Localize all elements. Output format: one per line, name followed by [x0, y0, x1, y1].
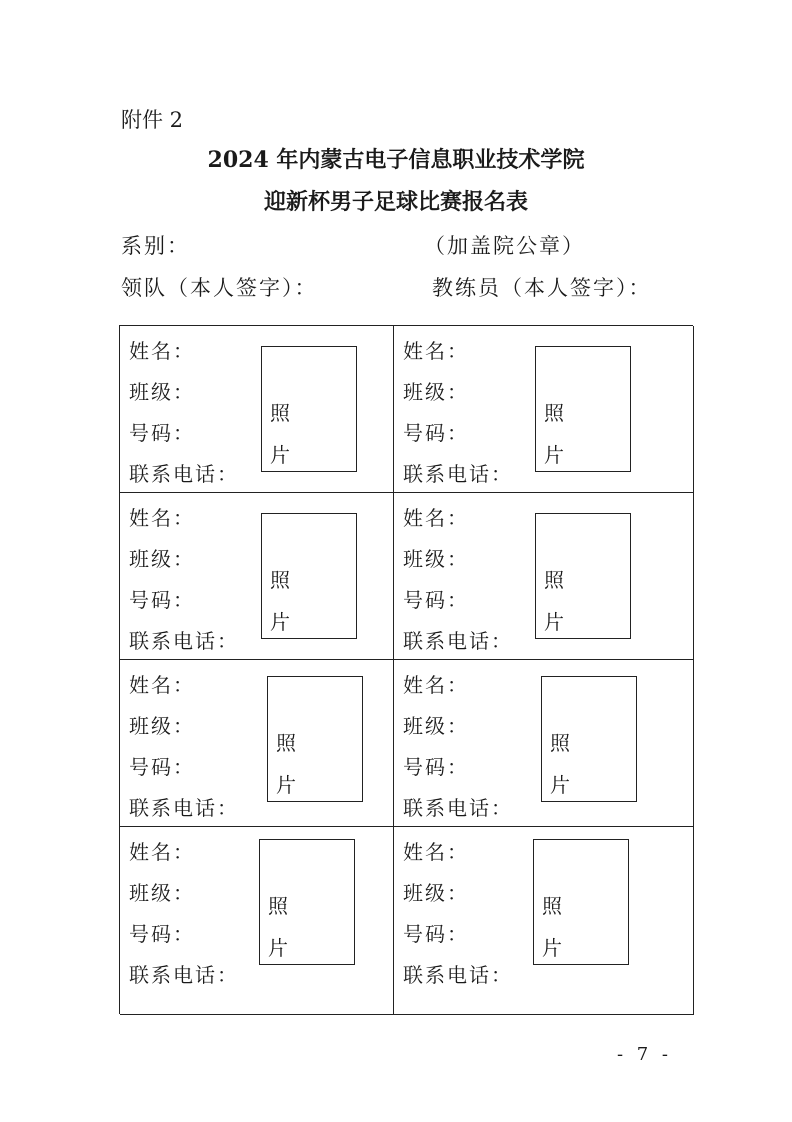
- photo-box: [267, 676, 363, 802]
- photo-box: [535, 346, 631, 472]
- player-phone-label: 联系电话：: [403, 629, 513, 653]
- player-entry: [120, 660, 394, 827]
- photo-label-char1: 照: [268, 894, 288, 918]
- player-class-label: 班级：: [129, 547, 195, 571]
- department-field: 系别：: [121, 234, 190, 258]
- page-number: - 7 -: [616, 1044, 672, 1065]
- form-title-line1: 2024 年内蒙古电子信息职业技术学院: [207, 147, 585, 173]
- player-entry: [120, 827, 394, 1015]
- player-phone-label: 联系电话：: [129, 629, 239, 653]
- player-entry: [120, 493, 394, 660]
- stamp-note: （加盖院公章）: [424, 234, 585, 258]
- player-class-label: 班级：: [129, 380, 195, 404]
- player-class-label: 班级：: [403, 547, 469, 571]
- photo-label-char2: 片: [542, 936, 562, 960]
- team-leader-signature-field: 领队（本人签字）：: [121, 276, 318, 300]
- photo-box: [259, 839, 355, 965]
- player-number-label: 号码：: [129, 421, 195, 445]
- player-entry: [120, 326, 394, 493]
- player-number-label: 号码：: [403, 588, 469, 612]
- player-name-label: 姓名：: [129, 840, 195, 864]
- attachment-label: 附件 2: [121, 108, 184, 132]
- photo-label-char1: 照: [544, 401, 564, 425]
- player-name-label: 姓名：: [129, 506, 195, 530]
- player-name-label: 姓名：: [403, 840, 469, 864]
- photo-label-char2: 片: [550, 773, 570, 797]
- player-number-label: 号码：: [403, 922, 469, 946]
- registration-table: [119, 325, 693, 1014]
- photo-label-char2: 片: [270, 610, 290, 634]
- player-number-label: 号码：: [129, 588, 195, 612]
- player-phone-label: 联系电话：: [129, 963, 239, 987]
- photo-box: [535, 513, 631, 639]
- photo-label-char2: 片: [544, 610, 564, 634]
- player-phone-label: 联系电话：: [403, 963, 513, 987]
- player-number-label: 号码：: [403, 755, 469, 779]
- photo-label-char1: 照: [550, 731, 570, 755]
- player-number-label: 号码：: [403, 421, 469, 445]
- player-phone-label: 联系电话：: [403, 462, 513, 486]
- player-name-label: 姓名：: [403, 506, 469, 530]
- player-class-label: 班级：: [403, 881, 469, 905]
- player-phone-label: 联系电话：: [403, 796, 513, 820]
- photo-label-char2: 片: [544, 443, 564, 467]
- coach-signature-field: 教练员（本人签字）：: [432, 276, 652, 300]
- photo-box: [261, 346, 357, 472]
- photo-box: [533, 839, 629, 965]
- player-number-label: 号码：: [129, 755, 195, 779]
- form-title-line2: 迎新杯男子足球比赛报名表: [263, 189, 528, 215]
- photo-label-char2: 片: [270, 443, 290, 467]
- photo-label-char1: 照: [276, 731, 296, 755]
- photo-box: [261, 513, 357, 639]
- player-class-label: 班级：: [403, 714, 469, 738]
- player-name-label: 姓名：: [403, 673, 469, 697]
- player-class-label: 班级：: [129, 714, 195, 738]
- player-entry: [394, 660, 694, 827]
- player-name-label: 姓名：: [129, 339, 195, 363]
- photo-box: [541, 676, 637, 802]
- player-phone-label: 联系电话：: [129, 796, 239, 820]
- player-name-label: 姓名：: [129, 673, 195, 697]
- photo-label-char1: 照: [542, 894, 562, 918]
- player-class-label: 班级：: [129, 881, 195, 905]
- photo-label-char1: 照: [270, 568, 290, 592]
- player-number-label: 号码：: [129, 922, 195, 946]
- player-class-label: 班级：: [403, 380, 469, 404]
- player-entry: [394, 493, 694, 660]
- photo-label-char2: 片: [276, 773, 296, 797]
- photo-label-char1: 照: [544, 568, 564, 592]
- player-phone-label: 联系电话：: [129, 462, 239, 486]
- player-name-label: 姓名：: [403, 339, 469, 363]
- photo-label-char2: 片: [268, 936, 288, 960]
- photo-label-char1: 照: [270, 401, 290, 425]
- player-entry: [394, 827, 694, 1015]
- player-entry: [394, 326, 694, 493]
